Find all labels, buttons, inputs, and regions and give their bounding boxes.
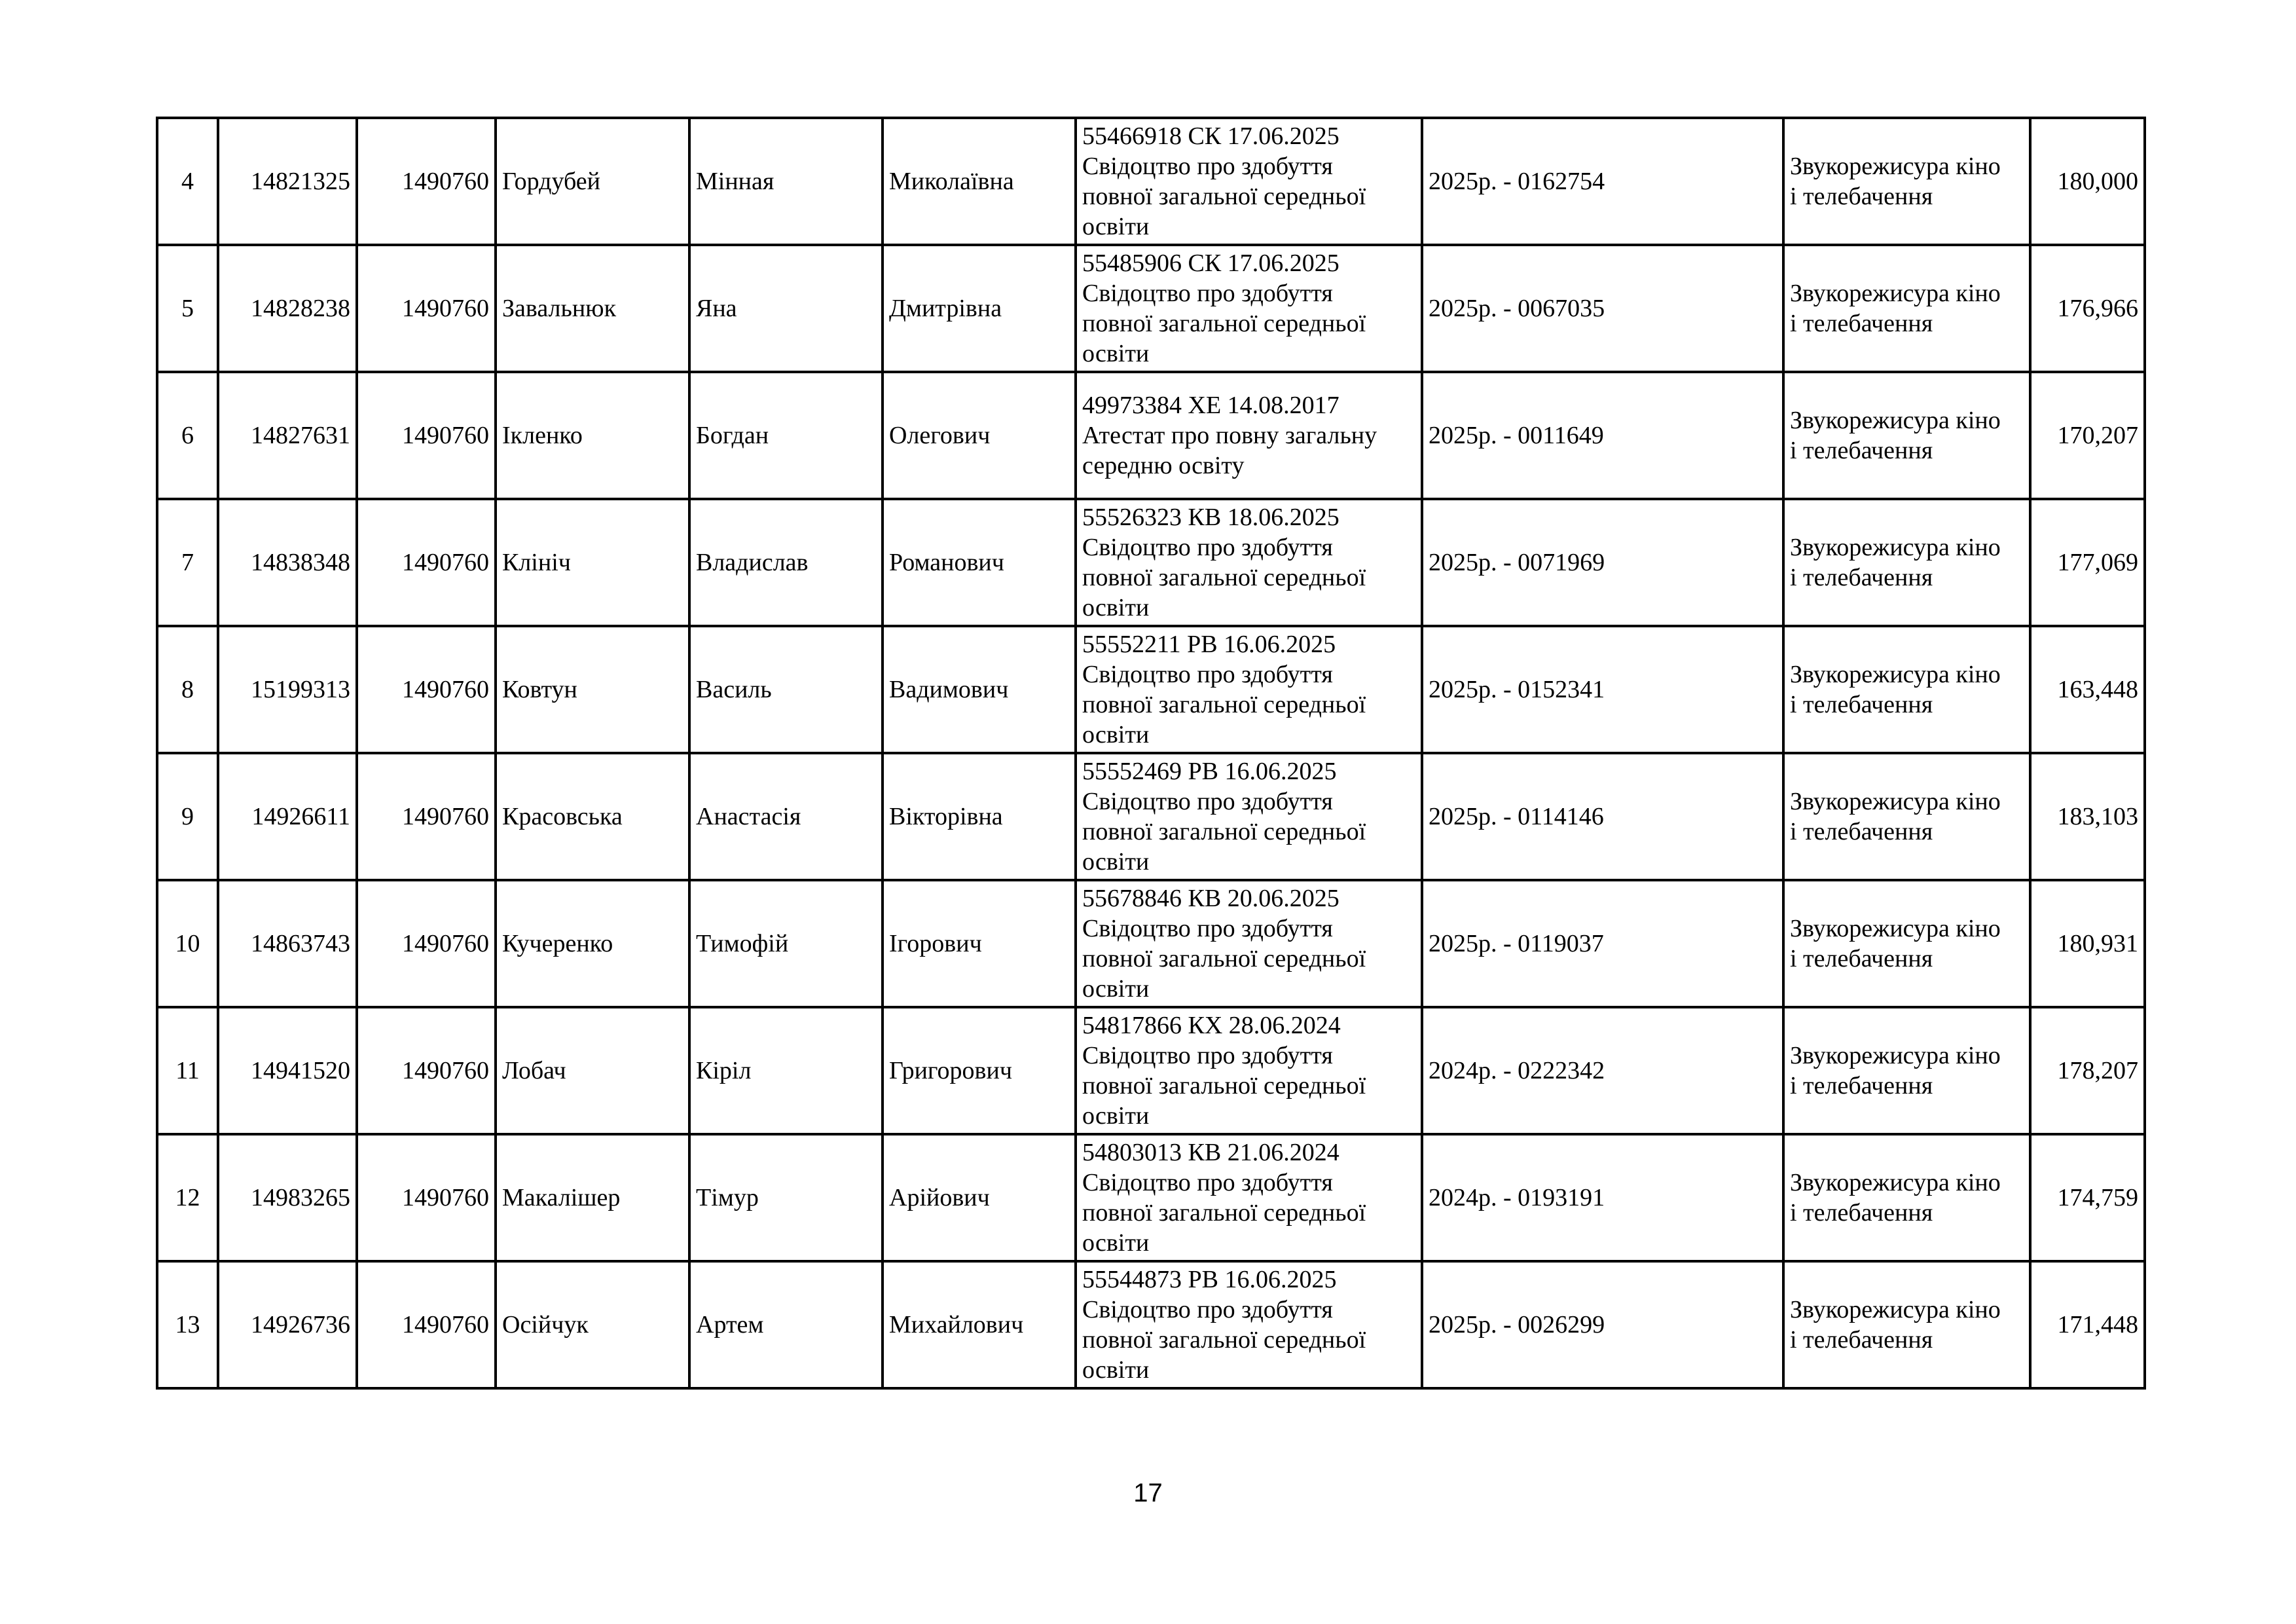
cell-patronymic: Миколаївна xyxy=(883,118,1076,245)
cell-document-line: Свідоцтво про здобуття xyxy=(1082,788,1333,815)
cell-document-line: 54803013 КВ 21.06.2024 xyxy=(1082,1139,1339,1166)
cell-document xyxy=(1076,626,1422,753)
cell-document-line: освіти xyxy=(1082,721,1150,748)
cell-score: 170,207 xyxy=(2030,372,2145,499)
cell-patronymic: Арійович xyxy=(883,1134,1076,1261)
cell-specialty-line: Звукорежисура кіно xyxy=(1790,534,2001,561)
table-row xyxy=(157,1261,2145,1388)
cell-code: 1490760 xyxy=(357,626,496,753)
table-row xyxy=(157,372,2145,499)
cell-code: 1490760 xyxy=(357,245,496,372)
cell-document-line: 55544873 РВ 16.06.2025 xyxy=(1082,1266,1337,1293)
cell-patronymic: Романович xyxy=(883,499,1076,626)
cell-score: 177,069 xyxy=(2030,499,2145,626)
cell-document-line: Свідоцтво про здобуття xyxy=(1082,1042,1333,1069)
cell-document-line: освіти xyxy=(1082,594,1150,621)
cell-code: 1490760 xyxy=(357,372,496,499)
cell-specialty-line: і телебачення xyxy=(1790,1072,1933,1099)
cell-document-line: Свідоцтво про здобуття xyxy=(1082,915,1333,942)
cell-surname: Гордубей xyxy=(496,118,689,245)
table-row xyxy=(157,245,2145,372)
cell-code: 1490760 xyxy=(357,880,496,1007)
cell-document-line: Свідоцтво про здобуття xyxy=(1082,534,1333,561)
cell-number: 7 xyxy=(157,499,218,626)
table-row xyxy=(157,626,2145,753)
cell-document xyxy=(1076,372,1422,499)
cell-number: 13 xyxy=(157,1261,218,1388)
cell-certificate: 2025р. - 0067035 xyxy=(1422,245,1783,372)
cell-name: Тімур xyxy=(689,1134,883,1261)
cell-score: 183,103 xyxy=(2030,753,2145,880)
cell-document-line: освіти xyxy=(1082,1102,1150,1130)
cell-document-line: Атестат про повну загальну xyxy=(1082,422,1377,449)
cell-code: 1490760 xyxy=(357,1134,496,1261)
cell-surname: Ікленко xyxy=(496,372,689,499)
cell-patronymic: Дмитрівна xyxy=(883,245,1076,372)
cell-certificate: 2025р. - 0011649 xyxy=(1422,372,1783,499)
cell-document-line: повної загальної середньої xyxy=(1082,818,1366,845)
cell-specialty-line: Звукорежисура кіно xyxy=(1790,915,2001,942)
cell-id: 15199313 xyxy=(218,626,357,753)
cell-number: 10 xyxy=(157,880,218,1007)
cell-score: 176,966 xyxy=(2030,245,2145,372)
cell-specialty-line: і телебачення xyxy=(1790,564,1933,591)
cell-surname: Лобач xyxy=(496,1007,689,1134)
cell-document xyxy=(1076,499,1422,626)
cell-document-line: повної загальної середньої xyxy=(1082,310,1366,337)
cell-surname: Клініч xyxy=(496,499,689,626)
cell-specialty-line: Звукорежисура кіно xyxy=(1790,280,2001,307)
cell-id: 14983265 xyxy=(218,1134,357,1261)
cell-surname: Красовська xyxy=(496,753,689,880)
table-row xyxy=(157,499,2145,626)
cell-document-line: повної загальної середньої xyxy=(1082,1199,1366,1227)
cell-surname: Ковтун xyxy=(496,626,689,753)
cell-specialty xyxy=(1783,1007,2030,1134)
cell-score: 180,931 xyxy=(2030,880,2145,1007)
cell-code: 1490760 xyxy=(357,1007,496,1134)
cell-document-line: Свідоцтво про здобуття xyxy=(1082,280,1333,307)
cell-document-line: 49973384 ХЕ 14.08.2017 xyxy=(1082,392,1339,419)
cell-score: 180,000 xyxy=(2030,118,2145,245)
cell-specialty xyxy=(1783,245,2030,372)
cell-specialty xyxy=(1783,1261,2030,1388)
cell-name: Богдан xyxy=(689,372,883,499)
cell-id: 14941520 xyxy=(218,1007,357,1134)
cell-document xyxy=(1076,1134,1422,1261)
cell-specialty-line: і телебачення xyxy=(1790,310,1933,337)
cell-number: 11 xyxy=(157,1007,218,1134)
cell-certificate: 2024р. - 0222342 xyxy=(1422,1007,1783,1134)
cell-surname: Макалішер xyxy=(496,1134,689,1261)
cell-document-line: 55678846 КВ 20.06.2025 xyxy=(1082,885,1339,912)
table-row xyxy=(157,1134,2145,1261)
cell-surname: Завальнюк xyxy=(496,245,689,372)
cell-specialty xyxy=(1783,1134,2030,1261)
table-row xyxy=(157,118,2145,245)
cell-document-line: Свідоцтво про здобуття xyxy=(1082,1169,1333,1196)
cell-name: Мінная xyxy=(689,118,883,245)
cell-score: 174,759 xyxy=(2030,1134,2145,1261)
cell-document-line: освіти xyxy=(1082,1356,1150,1384)
cell-id: 14827631 xyxy=(218,372,357,499)
cell-number: 4 xyxy=(157,118,218,245)
cell-document-line: Свідоцтво про здобуття xyxy=(1082,661,1333,688)
cell-specialty-line: Звукорежисура кіно xyxy=(1790,788,2001,815)
cell-document-line: повної загальної середньої xyxy=(1082,183,1366,210)
cell-specialty xyxy=(1783,372,2030,499)
cell-patronymic: Вадимович xyxy=(883,626,1076,753)
cell-id: 14821325 xyxy=(218,118,357,245)
table-row xyxy=(157,1007,2145,1134)
cell-document-line: 54817866 КХ 28.06.2024 xyxy=(1082,1012,1341,1039)
page-number: 17 xyxy=(1133,1479,1163,1507)
cell-specialty-line: Звукорежисура кіно xyxy=(1790,661,2001,688)
cell-specialty-line: і телебачення xyxy=(1790,437,1933,464)
cell-document-line: освіти xyxy=(1082,213,1150,240)
cell-score: 171,448 xyxy=(2030,1261,2145,1388)
cell-id: 14926736 xyxy=(218,1261,357,1388)
cell-document-line: Свідоцтво про здобуття xyxy=(1082,1296,1333,1323)
cell-document-line: 55552469 РВ 16.06.2025 xyxy=(1082,758,1337,785)
table-body xyxy=(157,118,2145,1388)
cell-specialty xyxy=(1783,626,2030,753)
cell-specialty xyxy=(1783,880,2030,1007)
cell-document-line: 55466918 СК 17.06.2025 xyxy=(1082,122,1339,150)
cell-number: 8 xyxy=(157,626,218,753)
cell-document-line: освіти xyxy=(1082,1229,1150,1257)
cell-code: 1490760 xyxy=(357,118,496,245)
cell-certificate: 2025р. - 0114146 xyxy=(1422,753,1783,880)
cell-specialty-line: і телебачення xyxy=(1790,183,1933,210)
cell-patronymic: Ігорович xyxy=(883,880,1076,1007)
cell-certificate: 2025р. - 0119037 xyxy=(1422,880,1783,1007)
cell-specialty-line: Звукорежисура кіно xyxy=(1790,1042,2001,1069)
cell-number: 12 xyxy=(157,1134,218,1261)
cell-code: 1490760 xyxy=(357,499,496,626)
cell-score: 163,448 xyxy=(2030,626,2145,753)
cell-name: Яна xyxy=(689,245,883,372)
cell-document-line: Свідоцтво про здобуття xyxy=(1082,153,1333,180)
table-row xyxy=(157,753,2145,880)
cell-specialty xyxy=(1783,753,2030,880)
cell-certificate: 2025р. - 0162754 xyxy=(1422,118,1783,245)
cell-name: Василь xyxy=(689,626,883,753)
cell-name: Владислав xyxy=(689,499,883,626)
cell-name: Тимофій xyxy=(689,880,883,1007)
cell-name: Артем xyxy=(689,1261,883,1388)
cell-document-line: повної загальної середньої xyxy=(1082,564,1366,591)
cell-patronymic: Вікторівна xyxy=(883,753,1076,880)
cell-document xyxy=(1076,1007,1422,1134)
cell-document-line: 55552211 РВ 16.06.2025 xyxy=(1082,631,1336,658)
cell-document xyxy=(1076,245,1422,372)
cell-document xyxy=(1076,753,1422,880)
cell-id: 14926611 xyxy=(218,753,357,880)
cell-specialty-line: Звукорежисура кіно xyxy=(1790,1169,2001,1196)
cell-document-line: освіти xyxy=(1082,975,1150,1003)
cell-specialty-line: і телебачення xyxy=(1790,1199,1933,1227)
cell-patronymic: Михайлович xyxy=(883,1261,1076,1388)
cell-number: 9 xyxy=(157,753,218,880)
cell-specialty-line: і телебачення xyxy=(1790,1326,1933,1354)
cell-id: 14838348 xyxy=(218,499,357,626)
cell-document-line: освіти xyxy=(1082,848,1150,876)
cell-certificate: 2024р. - 0193191 xyxy=(1422,1134,1783,1261)
cell-number: 6 xyxy=(157,372,218,499)
cell-specialty-line: і телебачення xyxy=(1790,945,1933,972)
cell-certificate: 2025р. - 0152341 xyxy=(1422,626,1783,753)
cell-certificate: 2025р. - 0071969 xyxy=(1422,499,1783,626)
cell-patronymic: Григорович xyxy=(883,1007,1076,1134)
cell-document-line: освіти xyxy=(1082,340,1150,367)
cell-id: 14828238 xyxy=(218,245,357,372)
cell-code: 1490760 xyxy=(357,753,496,880)
cell-score: 178,207 xyxy=(2030,1007,2145,1134)
cell-document-line: повної загальної середньої xyxy=(1082,1326,1366,1354)
cell-document xyxy=(1076,880,1422,1007)
cell-document-line: повної загальної середньої xyxy=(1082,945,1366,972)
cell-document xyxy=(1076,118,1422,245)
cell-id: 14863743 xyxy=(218,880,357,1007)
applicants-table xyxy=(156,117,2146,1390)
cell-specialty xyxy=(1783,499,2030,626)
cell-name: Анастасія xyxy=(689,753,883,880)
cell-patronymic: Олегович xyxy=(883,372,1076,499)
cell-surname: Кучеренко xyxy=(496,880,689,1007)
cell-name: Кіріл xyxy=(689,1007,883,1134)
cell-surname: Осійчук xyxy=(496,1261,689,1388)
cell-specialty xyxy=(1783,118,2030,245)
cell-specialty-line: Звукорежисура кіно xyxy=(1790,1296,2001,1323)
cell-code: 1490760 xyxy=(357,1261,496,1388)
cell-document-line: середню освіту xyxy=(1082,452,1245,479)
cell-number: 5 xyxy=(157,245,218,372)
cell-document-line: повної загальної середньої xyxy=(1082,1072,1366,1099)
cell-document-line: повної загальної середньої xyxy=(1082,691,1366,718)
cell-document-line: 55485906 СК 17.06.2025 xyxy=(1082,249,1339,277)
cell-specialty-line: Звукорежисура кіно xyxy=(1790,153,2001,180)
cell-document xyxy=(1076,1261,1422,1388)
cell-document-line: 55526323 КВ 18.06.2025 xyxy=(1082,504,1339,531)
table-row xyxy=(157,880,2145,1007)
cell-specialty-line: і телебачення xyxy=(1790,691,1933,718)
cell-specialty-line: і телебачення xyxy=(1790,818,1933,845)
cell-specialty-line: Звукорежисура кіно xyxy=(1790,407,2001,434)
cell-certificate: 2025р. - 0026299 xyxy=(1422,1261,1783,1388)
